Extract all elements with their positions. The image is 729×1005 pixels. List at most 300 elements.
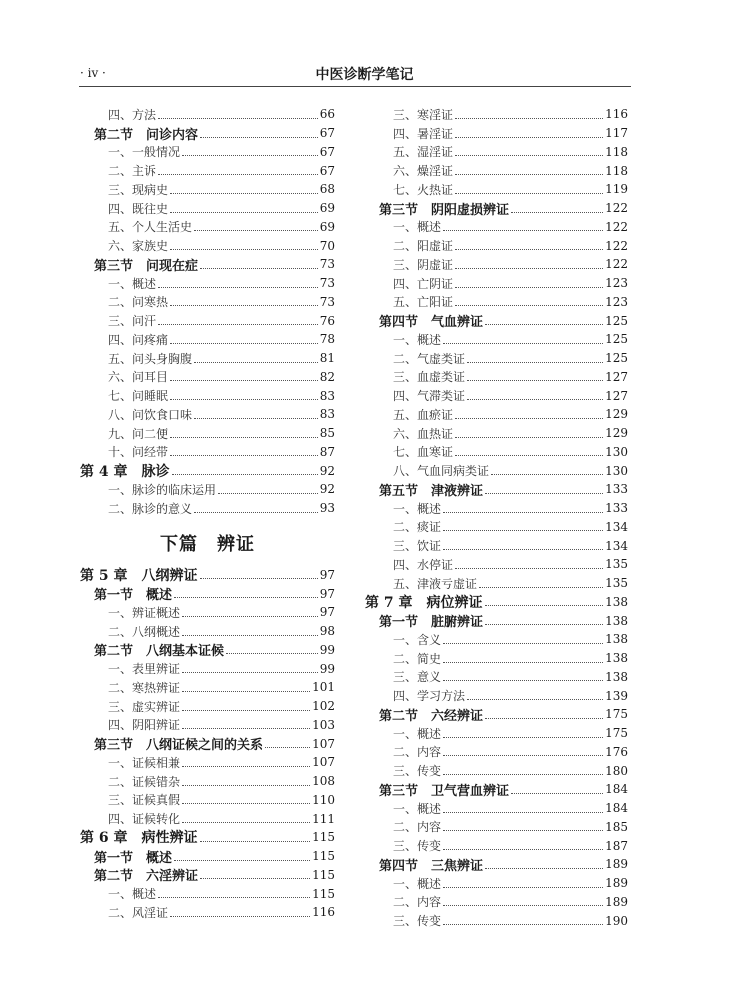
toc-item-entry[interactable]: [365, 574, 628, 593]
toc-item-entry[interactable]: [80, 697, 335, 716]
toc-entry-page: 115: [312, 886, 335, 901]
toc-entry-label: 四、问疼痛: [108, 332, 169, 347]
toc-entry-page: 97: [319, 605, 335, 620]
toc-entry-page: 107: [312, 736, 335, 751]
dot-leader: [182, 691, 310, 692]
toc-item-entry[interactable]: [365, 124, 628, 143]
dot-leader: [200, 137, 318, 138]
dot-leader: [170, 399, 318, 400]
toc-chapter-entry[interactable]: [80, 566, 335, 585]
dot-leader: [455, 118, 603, 119]
toc-entry-label: 四、水停证: [393, 557, 454, 572]
dot-leader: [443, 230, 603, 231]
dot-leader: [485, 718, 603, 719]
toc-item-entry[interactable]: [80, 480, 335, 499]
toc-item-entry[interactable]: [80, 499, 335, 518]
toc-entry-page: 73: [319, 294, 335, 309]
toc-item-entry[interactable]: [80, 180, 335, 199]
toc-entry-label: 七、血寒证: [393, 445, 454, 460]
dot-leader: [443, 774, 603, 775]
toc-entry-page: 184: [605, 782, 628, 797]
toc-entry-page: 175: [605, 707, 628, 722]
toc-item-entry[interactable]: [365, 218, 628, 237]
toc-item-entry[interactable]: [80, 716, 335, 735]
toc-section-entry[interactable]: [80, 584, 335, 603]
toc-item-entry[interactable]: [365, 255, 628, 274]
toc-entry-page: 97: [319, 567, 335, 582]
toc-entry-label: 二、痰证: [393, 520, 442, 535]
toc-entry-page: 69: [319, 201, 335, 216]
toc-entry-page: 133: [605, 482, 628, 497]
toc-entry-label: 三、传变: [393, 914, 442, 929]
toc-entry-page: 135: [605, 576, 628, 591]
toc-entry-label: 第二节 六淫辨证: [94, 869, 199, 885]
toc-item-entry[interactable]: [365, 686, 628, 705]
toc-section-entry[interactable]: [80, 847, 335, 866]
toc-item-entry[interactable]: [365, 724, 628, 743]
toc-entry-page: 83: [319, 388, 335, 403]
dot-leader: [443, 905, 603, 906]
toc-section-entry[interactable]: [365, 311, 628, 330]
dot-leader: [170, 305, 318, 306]
toc-entry-label: 第一节 脏腑辨证: [379, 615, 484, 631]
toc-entry-page: 122: [605, 238, 628, 253]
dot-leader: [226, 653, 318, 654]
toc-chapter-entry[interactable]: [365, 593, 628, 612]
toc-entry-label: 一、概述: [393, 726, 442, 741]
dot-leader: [158, 287, 318, 288]
dot-leader: [443, 530, 603, 531]
toc-entry-page: 107: [312, 755, 335, 770]
toc-entry-label: 三、饮证: [393, 539, 442, 554]
toc-entry-page: 111: [312, 811, 335, 826]
toc-entry-label: 第三节 八纲证候之间的关系: [94, 738, 264, 754]
toc-item-entry[interactable]: [365, 818, 628, 837]
toc-entry-page: 189: [605, 857, 628, 872]
toc-item-entry[interactable]: [365, 836, 628, 855]
toc-entry-label: 一、概述: [393, 332, 442, 347]
toc-entry-page: 180: [605, 763, 628, 778]
toc-entry-page: 67: [319, 126, 335, 141]
toc-entry-page: 134: [605, 519, 628, 534]
toc-section-entry[interactable]: [365, 705, 628, 724]
toc-left-column: [80, 105, 335, 922]
toc-entry-page: 70: [319, 238, 335, 253]
dot-leader: [170, 193, 318, 194]
toc-entry-page: 102: [312, 699, 335, 714]
dot-leader: [455, 155, 603, 156]
dot-leader: [182, 616, 318, 617]
toc-entry-label: 二、气虚类证: [393, 351, 466, 366]
dot-leader: [467, 399, 603, 400]
toc-item-entry[interactable]: [80, 199, 335, 218]
dot-leader: [218, 493, 318, 494]
toc-chapter-entry[interactable]: [80, 828, 335, 847]
dot-leader: [455, 437, 603, 438]
dot-leader: [158, 118, 318, 119]
toc-entry-page: 129: [605, 407, 628, 422]
toc-section-entry[interactable]: [80, 255, 335, 274]
dot-leader: [170, 916, 310, 917]
toc-entry-label: 一、证候相兼: [108, 755, 181, 770]
toc-entry-label: 三、问汗: [108, 314, 157, 329]
toc-entry-label: 二、内容: [393, 895, 442, 910]
toc-entry-label: 三、现病史: [108, 182, 169, 197]
toc-entry-page: 130: [605, 444, 628, 459]
toc-entry-label: 第五节 津液辨证: [379, 483, 484, 499]
toc-entry-page: 127: [605, 388, 628, 403]
dot-leader: [455, 287, 603, 288]
dot-leader: [443, 812, 603, 813]
toc-item-entry[interactable]: [365, 499, 628, 518]
dot-leader: [182, 155, 318, 156]
toc-entry-page: 175: [605, 726, 628, 741]
toc-entry-label: 二、证候错杂: [108, 774, 181, 789]
toc-entry-page: 123: [605, 276, 628, 291]
toc-item-entry[interactable]: [80, 405, 335, 424]
toc-item-entry[interactable]: [365, 761, 628, 780]
toc-entry-label: 第一节 概述: [94, 850, 173, 866]
dot-leader: [170, 249, 318, 250]
toc-entry-page: 82: [319, 369, 335, 384]
toc-entry-label: 四、阴阳辨证: [108, 718, 181, 733]
toc-section-entry[interactable]: [365, 780, 628, 799]
dot-leader: [182, 766, 310, 767]
dot-leader: [172, 474, 318, 475]
dot-leader: [491, 474, 603, 475]
toc-entry-page: 103: [312, 717, 335, 732]
toc-item-entry[interactable]: [365, 893, 628, 912]
toc-entry-page: 81: [319, 351, 335, 366]
toc-entry-page: 115: [312, 830, 335, 845]
toc-item-entry[interactable]: [80, 386, 335, 405]
toc-entry-label: 第四节 气血辨证: [379, 315, 484, 331]
dot-leader: [182, 635, 318, 636]
toc-entry-label: 第二节 八纲基本证候: [94, 644, 225, 660]
dot-leader: [443, 662, 603, 663]
dot-leader: [170, 437, 318, 438]
toc-entry-page: 83: [319, 407, 335, 422]
toc-section-entry[interactable]: [80, 866, 335, 885]
toc-entry-page: 87: [319, 444, 335, 459]
toc-entry-page: 110: [312, 792, 335, 807]
toc-item-entry[interactable]: [365, 461, 628, 480]
toc-item-entry[interactable]: [365, 236, 628, 255]
toc-item-entry[interactable]: [80, 424, 335, 443]
toc-chapter-entry[interactable]: [80, 461, 335, 480]
toc-entry-page: 97: [319, 586, 335, 601]
toc-entry-label: 第 6 章 病性辨证: [80, 830, 198, 847]
dot-leader: [485, 868, 603, 869]
dot-leader: [443, 887, 603, 888]
dot-leader: [200, 841, 311, 842]
toc-entry-page: 135: [605, 557, 628, 572]
toc-entry-page: 67: [319, 144, 335, 159]
toc-entry-label: 三、传变: [393, 764, 442, 779]
toc-item-entry[interactable]: [80, 678, 335, 697]
toc-entry-label: 第 4 章 脉诊: [80, 463, 170, 480]
toc-entry-label: 一、概述: [108, 276, 157, 291]
dot-leader: [485, 605, 604, 606]
toc-entry-label: 第二节 问诊内容: [94, 127, 199, 143]
toc-item-entry[interactable]: [365, 330, 628, 349]
toc-entry-page: 67: [319, 163, 335, 178]
toc-section-entry[interactable]: [365, 611, 628, 630]
toc-entry-page: 125: [605, 313, 628, 328]
toc-item-entry[interactable]: [80, 311, 335, 330]
dot-leader: [200, 578, 318, 579]
toc-entry-label: 第三节 问现在症: [94, 258, 199, 274]
toc-entry-label: 七、问睡眠: [108, 389, 169, 404]
toc-entry-page: 93: [319, 501, 335, 516]
toc-item-entry[interactable]: [80, 791, 335, 810]
toc-entry-label: 四、亡阴证: [393, 276, 454, 291]
dot-leader: [455, 568, 603, 569]
toc-entry-label: 二、风淫证: [108, 905, 169, 920]
toc-entry-page: 118: [605, 144, 628, 159]
toc-entry-label: 三、阴虚证: [393, 257, 454, 272]
toc-entry-page: 138: [605, 613, 628, 628]
toc-item-entry[interactable]: [80, 330, 335, 349]
toc-entry-page: 118: [605, 163, 628, 178]
toc-item-entry[interactable]: [80, 143, 335, 162]
toc-entry-label: 二、内容: [393, 745, 442, 760]
toc-item-entry[interactable]: [80, 218, 335, 237]
toc-item-entry[interactable]: [365, 386, 628, 405]
toc-item-entry[interactable]: [365, 536, 628, 555]
toc-entry-page: 85: [319, 426, 335, 441]
part-title: 下篇 辨证: [160, 533, 255, 555]
dot-leader: [467, 362, 603, 363]
toc-item-entry[interactable]: [365, 874, 628, 893]
toc-entry-label: 八、气血同病类证: [393, 464, 490, 479]
toc-entry-page: 92: [319, 482, 335, 497]
toc-item-entry[interactable]: [80, 753, 335, 772]
dot-leader: [511, 212, 603, 213]
toc-item-entry[interactable]: [80, 603, 335, 622]
toc-entry-label: 六、问耳目: [108, 370, 169, 385]
dot-leader: [194, 230, 318, 231]
dot-leader: [443, 680, 603, 681]
header-rule: [79, 86, 631, 87]
toc-entry-label: 第二节 六经辨证: [379, 708, 484, 724]
dot-leader: [182, 803, 310, 804]
toc-entry-page: 139: [605, 688, 628, 703]
toc-entry-page: 190: [605, 913, 628, 928]
toc-entry-label: 四、暑淫证: [393, 126, 454, 141]
toc-item-entry[interactable]: [365, 180, 628, 199]
toc-right-column: [365, 105, 628, 930]
toc-entry-page: 185: [605, 819, 628, 834]
dot-leader: [158, 174, 318, 175]
dot-leader: [174, 860, 310, 861]
toc-entry-page: 184: [605, 801, 628, 816]
toc-section-entry[interactable]: [365, 199, 628, 218]
dot-leader: [194, 418, 318, 419]
toc-section-entry[interactable]: [365, 855, 628, 874]
toc-section-entry[interactable]: [80, 124, 335, 143]
toc-entry-label: 一、概述: [393, 220, 442, 235]
dot-leader: [158, 324, 318, 325]
toc-item-entry[interactable]: [365, 368, 628, 387]
toc-item-entry[interactable]: [365, 518, 628, 537]
toc-item-entry[interactable]: [80, 161, 335, 180]
toc-item-entry[interactable]: [80, 659, 335, 678]
dot-leader: [174, 597, 318, 598]
toc-section-entry[interactable]: [80, 641, 335, 660]
dot-leader: [182, 785, 310, 786]
toc-item-entry[interactable]: [80, 274, 335, 293]
toc-entry-page: 98: [319, 624, 335, 639]
toc-item-entry[interactable]: [80, 236, 335, 255]
toc-entry-page: 115: [312, 849, 335, 864]
toc-item-entry[interactable]: [80, 349, 335, 368]
toc-entry-label: 四、气滞类证: [393, 389, 466, 404]
toc-entry-label: 三、寒淫证: [393, 107, 454, 122]
toc-item-entry[interactable]: [80, 622, 335, 641]
toc-entry-label: 二、简史: [393, 651, 442, 666]
toc-entry-label: 一、表里辨证: [108, 662, 181, 677]
toc-entry-label: 二、内容: [393, 820, 442, 835]
dot-leader: [455, 174, 603, 175]
toc-entry-label: 三、意义: [393, 670, 442, 685]
dot-leader: [443, 737, 603, 738]
dot-leader: [443, 343, 603, 344]
toc-entry-label: 五、湿淫证: [393, 145, 454, 160]
toc-item-entry[interactable]: [365, 668, 628, 687]
dot-leader: [182, 822, 310, 823]
toc-item-entry[interactable]: [365, 161, 628, 180]
dot-leader: [265, 747, 310, 748]
dot-leader: [455, 418, 603, 419]
toc-entry-label: 一、一般情况: [108, 145, 181, 160]
toc-entry-page: 116: [605, 107, 628, 122]
dot-leader: [485, 624, 603, 625]
toc-entry-page: 127: [605, 369, 628, 384]
toc-item-entry[interactable]: [365, 349, 628, 368]
dot-leader: [455, 455, 603, 456]
toc-entry-page: 122: [605, 257, 628, 272]
toc-entry-page: 73: [319, 276, 335, 291]
toc-item-entry[interactable]: [80, 884, 335, 903]
toc-entry-label: 第三节 卫气营血辨证: [379, 783, 510, 799]
toc-item-entry[interactable]: [365, 743, 628, 762]
toc-entry-label: 四、学习方法: [393, 689, 466, 704]
dot-leader: [170, 380, 318, 381]
toc-entry-label: 三、血虚类证: [393, 370, 466, 385]
dot-leader: [443, 549, 603, 550]
dot-leader: [443, 755, 603, 756]
toc-item-entry[interactable]: [80, 809, 335, 828]
toc-section-entry[interactable]: [80, 734, 335, 753]
dot-leader: [455, 268, 603, 269]
toc-entry-label: 五、津液亏虚证: [393, 576, 478, 591]
toc-entry-page: 189: [605, 894, 628, 909]
toc-entry-page: 129: [605, 426, 628, 441]
dot-leader: [170, 455, 318, 456]
toc-entry-label: 第一节 概述: [94, 588, 173, 604]
toc-entry-label: 二、问寒热: [108, 295, 169, 310]
toc-item-entry[interactable]: [365, 143, 628, 162]
dot-leader: [170, 212, 318, 213]
toc-entry-page: 116: [312, 905, 335, 920]
toc-entry-page: 133: [605, 501, 628, 516]
toc-entry-label: 第四节 三焦辨证: [379, 858, 484, 874]
dot-leader: [443, 830, 603, 831]
toc-entry-label: 五、亡阳证: [393, 295, 454, 310]
toc-item-entry[interactable]: [365, 405, 628, 424]
toc-entry-page: 66: [319, 107, 335, 122]
toc-entry-page: 138: [605, 651, 628, 666]
toc-item-entry[interactable]: [365, 293, 628, 312]
toc-item-entry[interactable]: [365, 274, 628, 293]
toc-item-entry[interactable]: [80, 105, 335, 124]
toc-item-entry[interactable]: [365, 424, 628, 443]
toc-entry-label: 一、概述: [108, 887, 157, 902]
toc-item-entry[interactable]: [365, 443, 628, 462]
toc-item-entry[interactable]: [365, 799, 628, 818]
toc-item-entry[interactable]: [365, 105, 628, 124]
toc-item-entry[interactable]: [80, 293, 335, 312]
toc-entry-page: 189: [605, 876, 628, 891]
dot-leader: [443, 849, 603, 850]
toc-item-entry[interactable]: [80, 903, 335, 922]
dot-leader: [467, 699, 603, 700]
toc-entry-page: 123: [605, 294, 628, 309]
dot-leader: [479, 587, 603, 588]
toc-entry-page: 176: [605, 744, 628, 759]
toc-entry-label: 五、个人生活史: [108, 220, 193, 235]
toc-item-entry[interactable]: [365, 630, 628, 649]
toc-entry-page: 119: [605, 182, 628, 197]
toc-entry-label: 六、燥淫证: [393, 164, 454, 179]
toc-entry-label: 一、脉诊的临床运用: [108, 482, 217, 497]
toc-item-entry[interactable]: [80, 443, 335, 462]
toc-item-entry[interactable]: [80, 772, 335, 791]
toc-section-entry[interactable]: [365, 480, 628, 499]
toc-entry-page: 92: [319, 463, 335, 478]
toc-entry-page: 108: [312, 774, 335, 789]
toc-entry-page: 99: [319, 642, 335, 657]
toc-entry-page: 78: [319, 332, 335, 347]
toc-entry-label: 一、概述: [393, 501, 442, 516]
toc-entry-label: 一、辨证概述: [108, 605, 181, 620]
toc-entry-label: 第 7 章 病位辨证: [365, 594, 483, 611]
dot-leader: [485, 493, 603, 494]
toc-entry-page: 138: [605, 669, 628, 684]
dot-leader: [194, 362, 318, 363]
toc-entry-page: 138: [605, 632, 628, 647]
dot-leader: [200, 268, 318, 269]
page-number: · iv ·: [80, 66, 106, 80]
toc-entry-label: 四、既往史: [108, 201, 169, 216]
toc-entry-label: 二、寒热辨证: [108, 680, 181, 695]
dot-leader: [170, 343, 318, 344]
toc-item-entry[interactable]: [365, 911, 628, 930]
running-head-title: 中医诊断学笔记: [315, 67, 414, 83]
toc-item-entry[interactable]: [365, 649, 628, 668]
toc-item-entry[interactable]: [365, 555, 628, 574]
toc-entry-label: 八、问饮食口味: [108, 407, 193, 422]
dot-leader: [443, 924, 603, 925]
toc-entry-label: 七、火热证: [393, 182, 454, 197]
toc-entry-page: 134: [605, 538, 628, 553]
toc-entry-label: 十、问经带: [108, 445, 169, 460]
toc-entry-page: 125: [605, 351, 628, 366]
toc-entry-label: 二、阳虚证: [393, 239, 454, 254]
toc-entry-label: 第三节 阴阳虚损辨证: [379, 202, 510, 218]
toc-item-entry[interactable]: [80, 368, 335, 387]
